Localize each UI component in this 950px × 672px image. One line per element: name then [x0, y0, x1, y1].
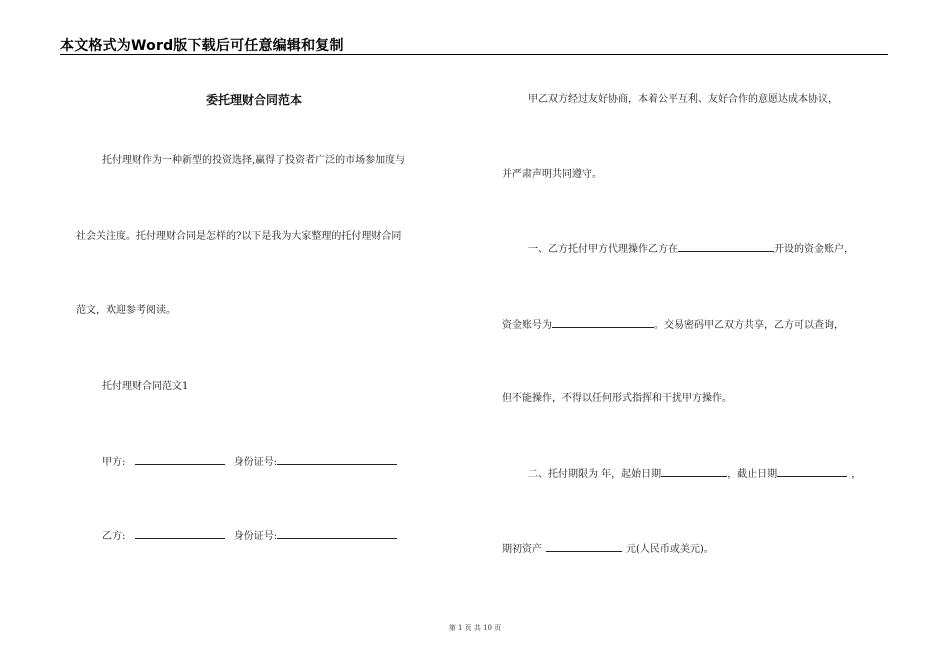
- agreement-para-line-2: 并严肃声明共同遵守。: [502, 169, 602, 180]
- intro-line-1: 托付理财作为一种新型的投资选择,赢得了投资者广泛的市场参加度与: [102, 155, 406, 166]
- document-title: 委托理财合同范本: [206, 93, 303, 107]
- party-a-row: [102, 455, 397, 470]
- party-b-label: 乙方:: [102, 531, 126, 542]
- account-number-blank[interactable]: [552, 318, 654, 328]
- clause-2-text-d: 期初资产: [502, 544, 542, 555]
- document-header: [60, 33, 888, 55]
- clause-1-text-d: 。交易密码甲乙双方共享，乙方可以查询，: [654, 320, 844, 331]
- clause-1-text-a: 一、乙方托付甲方代理操作乙方在: [528, 244, 678, 255]
- start-date-blank[interactable]: [661, 467, 727, 477]
- intro-line-3: 范文，欢迎参考阅读。: [76, 305, 176, 316]
- party-a-name-blank[interactable]: [135, 455, 225, 465]
- header-title: 本文格式为Word版下载后可任意编辑和复制: [60, 38, 344, 54]
- party-b-id-label: 身份证号:: [233, 531, 278, 542]
- clause-1-text-b: 开设的资金账户，: [774, 244, 854, 255]
- clause-1-line-1: [528, 242, 854, 257]
- clause-1-text-c: 资金账号为: [502, 320, 552, 331]
- clause-2-text-c: ，: [851, 469, 862, 480]
- clause-1-line-3: 但不能操作，不得以任何形式指挥和干扰甲方操作。: [502, 393, 732, 404]
- page-footer: 第 1 页 共 10 页: [448, 624, 502, 632]
- clause-2-line-1: [528, 467, 861, 482]
- sample-heading: 托付理财合同范文1: [102, 381, 189, 392]
- party-b-name-blank[interactable]: [135, 529, 225, 539]
- clause-2-text-a: 二、托付期限为 年，起始日期: [528, 469, 662, 480]
- party-a-label: 甲方:: [102, 457, 126, 468]
- clause-2-text-e: 元(人民币或美元)。: [626, 544, 714, 555]
- party-a-id-label: 身份证号:: [233, 457, 278, 468]
- clause-2-line-2: [502, 542, 714, 557]
- clause-2-text-b: ，截止日期: [727, 469, 778, 480]
- initial-assets-blank[interactable]: [546, 542, 622, 552]
- end-date-blank[interactable]: [777, 467, 847, 477]
- account-bank-blank[interactable]: [678, 242, 774, 252]
- party-a-id-blank[interactable]: [277, 455, 397, 465]
- agreement-para-line-1: 甲乙双方经过友好协商，本着公平互利、友好合作的意愿达成本协议，: [528, 94, 838, 105]
- party-b-row: [102, 529, 397, 544]
- clause-1-line-2: [502, 318, 844, 333]
- intro-line-2: 社会关注度。托付理财合同是怎样的?以下是我为大家整理的托付理财合同: [76, 231, 402, 242]
- party-b-id-blank[interactable]: [277, 529, 397, 539]
